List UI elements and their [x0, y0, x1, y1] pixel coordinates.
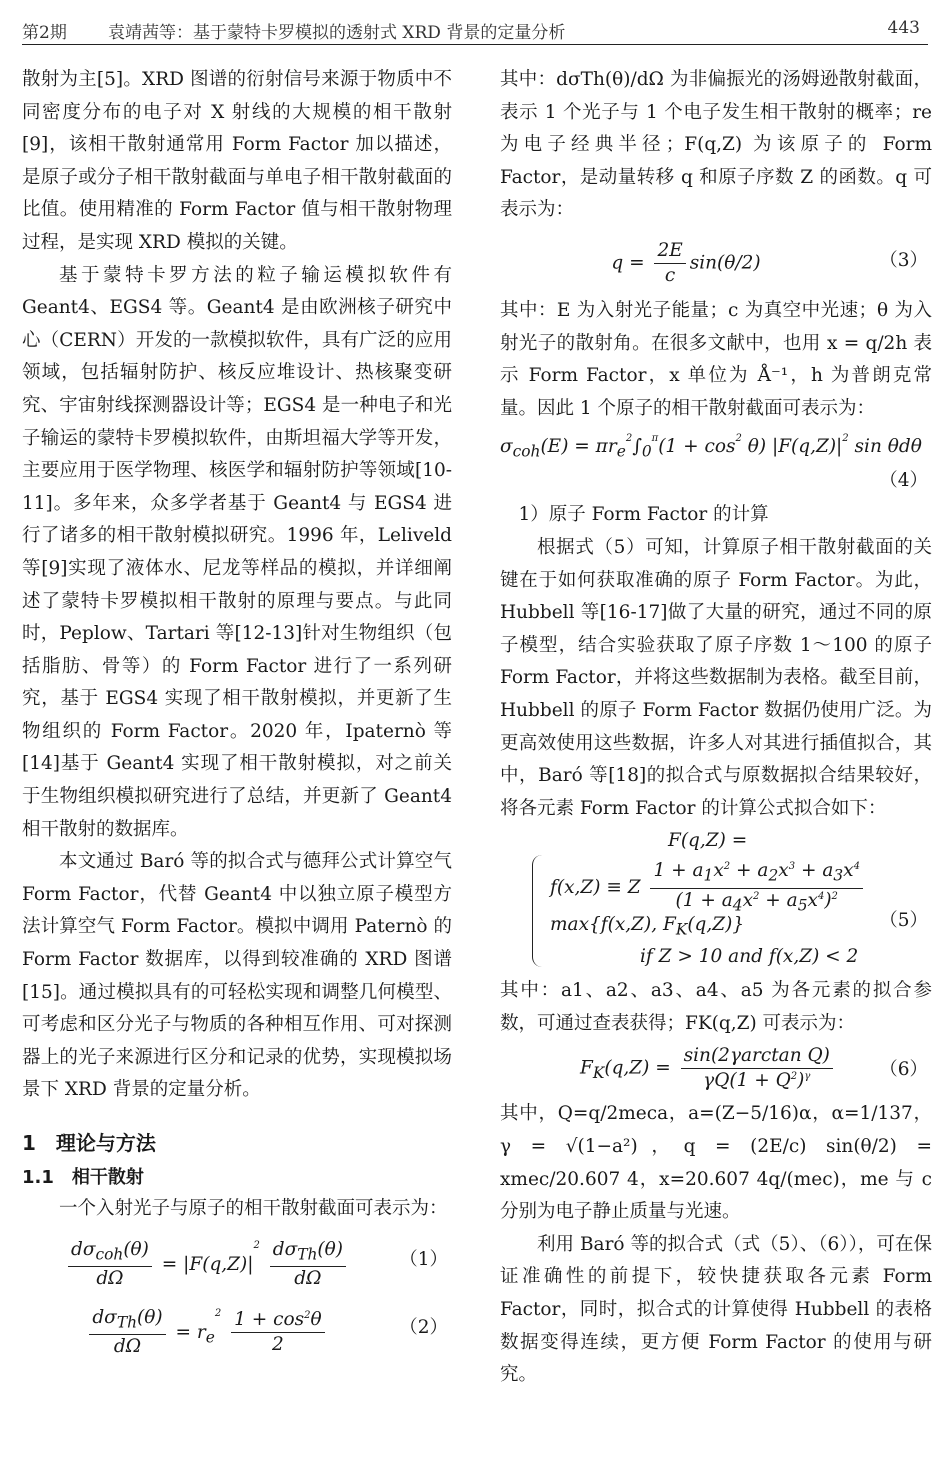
page-number: 443 [887, 18, 920, 38]
paragraph: 一个入射光子与原子的相干散射截面可表示为： [59, 1198, 448, 1219]
paragraph-heading: 1）原子 Form Factor 的计算 [518, 504, 769, 526]
equation-2: $\frac{d\sigma_{Th}(\theta)}{d\Omega}$ = $r_e^2$ $\frac{1 + \cos^2\theta}{2}$ （2） [22, 1294, 452, 1362]
equation-number: （2） [399, 1316, 448, 1338]
running-header [22, 12, 928, 42]
paragraph: 散射为主[5]。XRD 图谱的衍射信号来源于物质中不同密度分布的电子对 X 射线的大规模的相干散射[9]，该相干散射通常用 Form Factor 加以描述，是原子或分子相干散射截面与单电子相干散射截面的比值。使用精准的 Form Factor 值与相干散射物理过程，是实现 XRD 模拟的关键。 [22, 69, 452, 253]
running-title: 袁靖茜等：基于蒙特卡罗模拟的透射式 XRD 背景的定量分析 [108, 23, 566, 43]
equation-number: （4） [879, 470, 928, 492]
equation-6: $F_K(q,Z)$ = $\frac{\text{sin(2γarctan Q)}}{\gamma Q(1 + Q^2)^\gamma}$ （6） [580, 1045, 928, 1092]
equation-1: $\frac{d\sigma_{coh}(\theta)}{d\Omega}$ = $|F(q,Z)|^2$ $\frac{d\sigma_{Th}(\theta)}{d\Omega}$ （1） [22, 1226, 452, 1294]
paragraph: 其中：dσTh(θ)/dΩ 为非偏振光的汤姆逊散射截面，表示 1 个光子与 1 个电子发生相干散射的概率；re 为电子经典半径；F(q,Z) 为该原子的 Form Factor，是动量转移 q 和原子序数 Z 的函数。q 可表示为： [500, 69, 932, 221]
section-heading: 1 理论与方法 [22, 1131, 156, 1155]
paragraph: 根据式（5）可知，计算原子相干散射截面的关键在于如何获取准确的原子 Form Factor。为此，Hubbell 等[16-17]做了大量的研究，通过不同的原子模型，结合实验获取了原子序数 1～100 的原子 Form Factor，并将这些数据制为表格。截至目前，Hubbell 的原子 Form Factor 数据仍使用广泛。为更高效使用这些数据，许多人对其进行插值拟合，其中，Baró 等[18]的拟合式与原数据拟合结果较好，将各元素 Form Factor 的计算公式拟合如下： [500, 536, 932, 819]
paragraph: 其中：E 为入射光子能量；c 为真空中光速；θ 为入射光子的散射角。在很多文献中，也用 x = q/2h 表示 Form Factor，x 单位为 Å⁻¹，h 为普朗克常量。因此 1 个原子的相干散射截面可表示为： [500, 299, 932, 419]
equation-3: q = $\frac{2E}{c}$ sin(θ/2) （3） [611, 239, 928, 286]
equation-number: （1） [399, 1248, 448, 1270]
issue-number: 第2期 [22, 23, 67, 43]
equation-number: （6） [879, 1059, 928, 1081]
equation-4: $\sigma_{coh}(E) = \pi r_e^2\int_0^\pi(1 + \cos^2 \theta)$ $|F(q,Z)|^2$ sin θdθ （4） [500, 425, 932, 499]
paragraph: 其中，Q=q/2meca，a=(Z−5/16)α，α=1/137，γ = √(1−a²)，q = (2E/c) sin(θ/2) = xmec/20.607 4，x=20.607 4q/(mec)，me 与 c 分别为电子静止质量与光速。 [500, 1103, 932, 1223]
right-column [500, 64, 932, 1392]
paragraph: 基于蒙特卡罗方法的粒子输运模拟软件有 Geant4、EGS4 等。Geant4 是由欧洲核子研究中心（CERN）开发的一款模拟软件，具有广泛的应用领域，包括辐射防护、核反应堆设计、热核聚变研究、宇宙射线探测器设计等；EGS4 是一种电子和光子输运的蒙特卡罗模拟软件，由斯坦福大学等开发，主要应用于医学物理、核医学和辐射防护等领域[10-11]。多年来，众多学者基于 Geant4 与 EGS4 进行了诸多的相干散射模拟研究。1996 年，Leliveld 等[9]实现了液体水、尼龙等样品的模拟，并详细阐述了蒙特卡罗模拟相干散射的原理与要点。与此同时，Peplow、Tartari 等[12-13]针对生物组织（包括脂肪、骨等）的 Form Factor 进行了一系列研究，基于 EGS4 实现了相干散射模拟，并更新了生物组织的 Form Factor。2020 年，Ipaternò 等[14]基于 Geant4 实现了相干散射模拟，对之前关于生物组织模拟研究进行了总结，并更新了 Geant4 相干散射的数据库。 [22, 264, 452, 840]
paragraph: 本文通过 Baró 等的拟合式与德拜公式计算空气 Form Factor，代替 Geant4 中以独立原子模型方法计算空气 Form Factor。模拟中调用 Paternò 的 Form Factor 数据库，以得到较准确的 XRD 图谱[15]。通过模拟具有的可轻松实现和调整几何模型、可考虑和区分光子与物质的各种相互作用、可对探测器上的光子来源进行区分和记录的优势，实现模拟场景下 XRD 背景的定量分析。 [22, 851, 452, 1101]
header-rule [22, 44, 928, 45]
equation-5: F(q,Z) = f(x,Z) ≡ Z $\frac{1 + a_1x^2 + a_2x^3 + a_3x^4}{(1 + a_4x^2 + a_5x^4)^2}$ max{f(x,Z), $F_K(q,Z)$} if Z > 10 and f(x,Z) < 2 （5） [500, 825, 932, 975]
left-column [22, 64, 452, 1362]
paragraph: 利用 Baró 等的拟合式（式（5）、（6）），可在保证准确性的前提下，较快捷获取各元素 Form Factor，同时，拟合式的计算使得 Hubbell 的表格数据变得连续，更方便 Form Factor 的使用与研究。 [500, 1233, 932, 1386]
equation-number: （3） [879, 249, 928, 271]
equation-number: （5） [879, 910, 928, 932]
paragraph: 其中：a1、a2、a3、a4、a5 为各元素的拟合参数，可通过查表获得；FK(q,Z) 可表示为： [500, 980, 932, 1034]
subsection-heading: 1.1 相干散射 [22, 1167, 144, 1188]
